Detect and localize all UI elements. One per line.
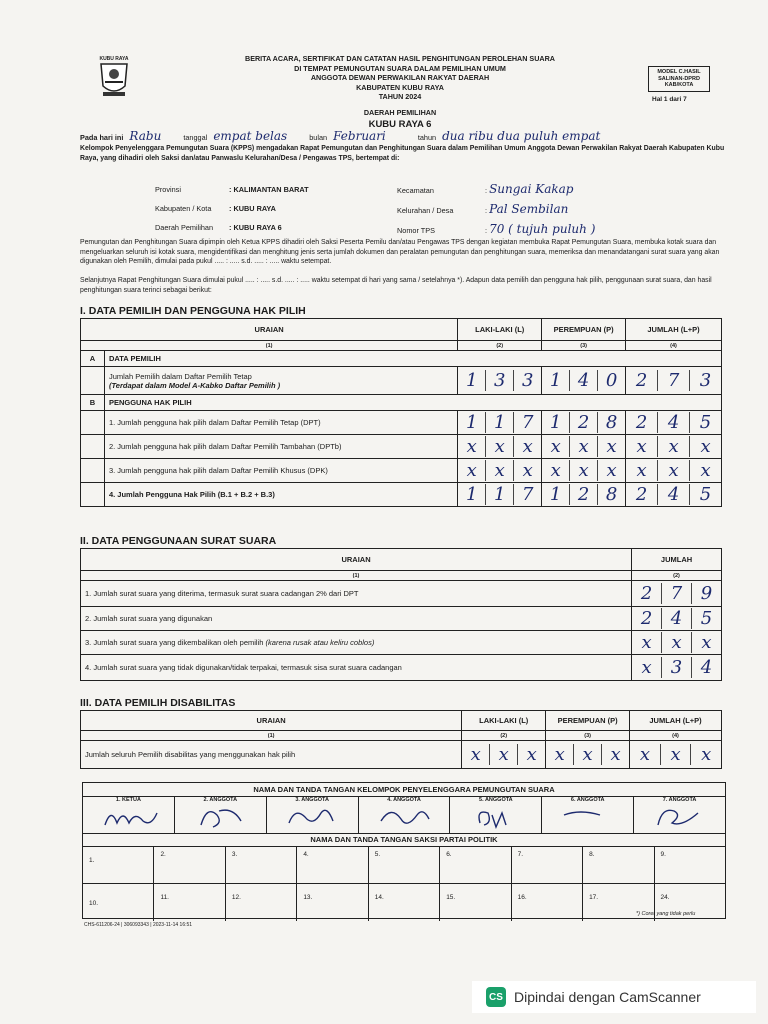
col-jumlah: JUMLAH (L+P) [630, 711, 722, 731]
col-num-1: (1) [81, 341, 458, 351]
digit: 2 [569, 484, 597, 505]
dapil-value: KUBU RAYA 6 [368, 118, 432, 130]
model-box [648, 66, 710, 92]
hari-value: Rabu [129, 129, 162, 143]
digit: x [660, 744, 691, 765]
provinsi-value: : KALIMANTAN BARAT [229, 185, 309, 194]
kpps-signature-row [83, 797, 725, 834]
digit: 2 [635, 484, 648, 505]
digit: 2 [569, 412, 597, 433]
header-line-5: TAHUN 2024 [378, 92, 422, 102]
digit: 7 [513, 412, 541, 433]
dapil-label: DAERAH PEMILIHAN [363, 107, 437, 117]
header-line-4: KABUPATEN KUBU RAYA [356, 82, 444, 92]
row-b4 [81, 483, 722, 507]
digit: 1 [549, 484, 562, 505]
digit: 4 [691, 657, 721, 678]
kpps-label: 2. ANGGOTA [203, 797, 238, 803]
tps-label: Nomor TPS [397, 226, 435, 235]
signature-mark [652, 803, 708, 831]
col-laki: LAKI-LAKI (L) [458, 319, 542, 341]
digit: x [466, 436, 477, 457]
saksi-signature-title: NAMA DAN TANDA TANGAN SAKSI PARTAI POLITIK [83, 834, 725, 847]
digit: x [513, 436, 541, 457]
digit: x [554, 744, 565, 765]
camscanner-text: Dipindai dengan CamScanner [514, 989, 701, 1005]
digit: 7 [661, 583, 691, 604]
camscanner-icon: CS [486, 987, 506, 1007]
digit: x [636, 436, 647, 457]
digit: 5 [689, 484, 721, 505]
row-ss-1 [81, 581, 722, 607]
saksi-slot: 6. [440, 847, 511, 883]
digit: x [466, 460, 477, 481]
hari-label: Pada hari ini [80, 133, 124, 142]
col-num-2: (2) [458, 341, 542, 351]
section-2-title: II. DATA PENGGUNAAN SURAT SUARA [80, 535, 277, 547]
digit: x [601, 744, 629, 765]
section-1-title: I. DATA PEMILIH DAN PENGGUNA HAK PILIH [80, 305, 306, 317]
saksi-slot: 14. [369, 884, 440, 921]
digit: x [569, 436, 597, 457]
digit: x [661, 632, 691, 653]
digit: 1 [549, 412, 562, 433]
digit: 1 [466, 370, 478, 391]
row-a-title: DATA PEMILIH [104, 351, 721, 367]
tps-value: 70 ( tujuh puluh ) [489, 222, 596, 236]
saksi-slot: 12. [226, 884, 297, 921]
digit: x [691, 632, 721, 653]
kabupaten-value: : KUBU RAYA [229, 204, 276, 213]
row-b-title: PENGGUNA HAK PILIH [104, 395, 721, 411]
kelurahan-label: Kelurahan / Desa [397, 206, 454, 215]
tahun-label: tahun [417, 133, 437, 142]
col-uraian: URAIAN [81, 319, 458, 341]
opening-line [80, 131, 720, 144]
col-num-2: (2) [462, 731, 546, 741]
digit: 7 [513, 484, 541, 505]
digit: 2 [635, 412, 648, 433]
tanggal-value: empat belas [213, 129, 288, 143]
kpps-slot [634, 797, 725, 833]
digit: 0 [597, 370, 625, 391]
col-uraian: URAIAN [81, 549, 632, 571]
digit: x [636, 460, 647, 481]
col-jumlah: JUMLAH (L+P) [626, 319, 722, 341]
b2-label: 2. Jumlah pengguna hak pilih dalam Daftar Pemilih Tambahan (DPTb) [104, 435, 457, 459]
digit: x [517, 744, 545, 765]
bulan-label: bulan [309, 133, 328, 142]
section-2-table [80, 548, 722, 681]
kpps-slot [175, 797, 267, 833]
opening-text: Kelompok Penyelenggara Pemungutan Suara (KPPS) mengadakan Rapat Pemungutan dan Penghitungan Suara dalam Pemilihan Umum Anggota Dewan Perwakilan Rakyat Daerah Kabupaten Kubu Raya, yang dihadiri oleh Saksi dan/atau Panwaslu Kelurahan/Desa / Pengawas TPS, bertempat di: [80, 145, 725, 162]
provinsi-label: Provinsi [155, 185, 181, 194]
digit: x [657, 436, 689, 457]
row-ss-4 [81, 655, 722, 681]
footnote: *) Coret yang tidak perlu [636, 911, 696, 917]
ss-4-label: 4. Jumlah surat suara yang tidak digunakan/tidak terpakai, termasuk sisa surat suara cadangan [81, 655, 632, 681]
digit: x [573, 744, 601, 765]
model-line-2: SALINAN-DPRD [658, 75, 700, 82]
camscanner-watermark [472, 981, 756, 1013]
location-right: Kecamatan : Sungai Kakap Kelurahan / Desa : Pal Sembilan Nomor TPS : 70 ( tujuh puluh ) [397, 180, 717, 240]
digit: x [550, 436, 561, 457]
ss-3-note: (karena rusak atau keliru coblos) [265, 638, 375, 647]
digit: x [641, 657, 652, 678]
digit: 9 [691, 583, 721, 604]
daerah-pemilihan-label: Daerah Pemilihan [155, 223, 214, 232]
kpps-label: 1. KETUA [115, 797, 141, 803]
ss-2-label: 2. Jumlah surat suara yang digunakan [81, 607, 632, 631]
daerah-pemilihan-value: : KUBU RAYA 6 [229, 223, 282, 232]
header-line-3: ANGGOTA DEWAN PERWAKILAN RAKYAT DAERAH [310, 73, 490, 83]
a1-label: Jumlah Pemilih dalam Daftar Pemilih Tetap [108, 371, 252, 381]
kpps-slot [83, 797, 175, 833]
digit: 2 [640, 583, 653, 604]
digit: 4 [657, 484, 689, 505]
ss-3-label: 3. Jumlah surat suara yang dikembalikan oleh pemilih [85, 638, 264, 647]
digit: x [657, 460, 689, 481]
col-perempuan: PEREMPUAN (P) [542, 319, 626, 341]
row-b2 [81, 435, 722, 459]
location-left [155, 180, 405, 237]
row-a1 [81, 367, 722, 395]
digit: x [690, 744, 721, 765]
signature-mark [375, 803, 435, 831]
col-num-2: (2) [632, 571, 722, 581]
signature-mark [474, 805, 514, 831]
saksi-slot: 2. [154, 847, 225, 883]
digit: 4 [661, 608, 691, 629]
header-line-2: DI TEMPAT PEMUNGUTAN SUARA DALAM PEMILIHAN UMUM [294, 63, 506, 73]
row-ss-2 [81, 607, 722, 631]
disabilitas-label: Jumlah seluruh Pemilih disabilitas yang menggunakan hak pilih [81, 741, 462, 769]
col-num-1: (1) [81, 571, 632, 581]
document-code: CHS-611206-24 | 306093343 | 2023-11-14 16:51 [84, 922, 193, 928]
digit: 7 [657, 370, 689, 391]
digit: 5 [689, 412, 721, 433]
a1-sub: (Terdapat dalam Model A-Kabko Daftar Pemilih ) [108, 380, 281, 390]
col-num-3: (3) [542, 341, 626, 351]
digit: 1 [549, 370, 562, 391]
digit: x [641, 632, 652, 653]
col-num-4: (4) [626, 341, 722, 351]
digit: x [689, 436, 721, 457]
digit: 4 [569, 370, 597, 391]
kpps-label: 6. ANGGOTA [570, 797, 605, 803]
saksi-slot: 16. [512, 884, 583, 921]
saksi-slot: 4. [297, 847, 368, 883]
model-line-3: KAB/KOTA [664, 82, 694, 88]
saksi-row-2 [83, 884, 725, 921]
document-header [200, 54, 600, 131]
digit: x [513, 460, 541, 481]
digit: 5 [691, 608, 721, 629]
signature-mark [101, 805, 161, 831]
digit: x [470, 744, 481, 765]
digit: 1 [485, 412, 513, 433]
col-laki: LAKI-LAKI (L) [462, 711, 546, 731]
digit: 8 [597, 484, 625, 505]
digit: 2 [635, 370, 648, 391]
kubu-raya-logo [95, 52, 133, 102]
ss-1-label: 1. Jumlah surat suara yang diterima, termasuk surat suara cadangan 2% dari DPT [81, 581, 632, 607]
row-disabilitas [81, 741, 722, 769]
kpps-label: 3. ANGGOTA [295, 797, 329, 803]
saksi-slot: 15. [440, 884, 511, 921]
kpps-signature-title: NAMA DAN TANDA TANGAN KELOMPOK PENYELENGGARA PEMUNGUTAN SUARA [83, 783, 725, 797]
saksi-slot: 1. [83, 847, 154, 883]
kabupaten-label: Kabupaten / Kota [155, 204, 212, 213]
digit: x [569, 460, 597, 481]
saksi-row-1 [83, 847, 725, 884]
kpps-slot [450, 797, 542, 833]
saksi-slot: 8. [583, 847, 654, 883]
tahun-value: dua ribu dua puluh empat [442, 129, 601, 143]
saksi-slot: 5. [369, 847, 440, 883]
saksi-slot: 7. [512, 847, 583, 883]
row-b3 [81, 459, 722, 483]
saksi-slot: 11. [154, 884, 225, 921]
row-code-a: A [81, 351, 105, 367]
kpps-slot [359, 797, 451, 833]
kpps-label: 4. ANGGOTA [387, 797, 421, 803]
col-perempuan: PEREMPUAN (P) [546, 711, 630, 731]
section-3-table [80, 710, 722, 769]
digit: x [550, 460, 561, 481]
kpps-label: 5. ANGGOTA [479, 797, 513, 803]
signature-mark [283, 803, 343, 831]
digit: 4 [657, 412, 689, 433]
saksi-slot: 3. [226, 847, 297, 883]
tanggal-label: tanggal [183, 133, 208, 142]
paragraph-2: Pemungutan dan Penghitungan Suara dipimpin oleh Ketua KPPS dihadiri oleh Saksi Peserta Pemilu dan/atau Pengawas TPS dengan kegiatan membuka Rapat Pemungutan Suara, membuka kotak suara dan mengeluarkan seluruh isi kotak suara, mengidentifikasi dan menghitung jenis serta jumlah dokumen dan peralatan pemungutan dan penghitungan suara, memeriksa dan menandatangani surat suara yang akan digunakan oleh Pemilih, dimulai pada pukul ..... : ..... s.d. ..... : ..... waktu setempat. [80, 239, 720, 266]
row-code-b: B [81, 395, 105, 411]
row-b1 [81, 411, 722, 435]
digit: 1 [466, 412, 478, 433]
digit: x [639, 744, 650, 765]
signature-mark [560, 807, 610, 821]
digit: 8 [597, 412, 625, 433]
col-num-1: (1) [81, 731, 462, 741]
digit: 3 [689, 370, 721, 391]
digit: x [597, 460, 625, 481]
col-jumlah: JUMLAH [632, 549, 722, 571]
b4-label: 4. Jumlah Pengguna Hak Pilih (B.1 + B.2 + B.3) [104, 483, 457, 507]
saksi-slot: 17. [583, 884, 654, 921]
col-uraian: URAIAN [81, 711, 462, 731]
saksi-slot: 10. [83, 884, 154, 921]
row-ss-3 [81, 631, 722, 655]
page-number: Hal 1 dari 7 [652, 96, 687, 103]
b3-label: 3. Jumlah pengguna hak pilih dalam Daftar Pemilih Khusus (DPK) [104, 459, 457, 483]
section-1-table [80, 318, 722, 507]
saksi-slot: 24. [660, 894, 670, 901]
digit: 3 [513, 370, 541, 391]
section-3-title: III. DATA PEMILIH DISABILITAS [80, 697, 236, 709]
signature-mark [193, 803, 253, 831]
kpps-slot [267, 797, 359, 833]
digit: 1 [466, 484, 478, 505]
digit: x [597, 436, 625, 457]
model-line-1: MODEL C.HASIL [657, 69, 701, 75]
digit: 2 [640, 608, 653, 629]
bulan-value: Februari [333, 129, 386, 143]
kpps-label: 7. ANGGOTA [662, 797, 697, 803]
logo-text: KUBU RAYA [99, 56, 129, 62]
kpps-slot [542, 797, 634, 833]
digit: 3 [661, 657, 691, 678]
saksi-slot: 13. [297, 884, 368, 921]
digit: x [485, 436, 513, 457]
header-line-1: BERITA ACARA, SERTIFIKAT DAN CATATAN HASIL PENGHITUNGAN PEROLEHAN SUARA [245, 54, 555, 63]
digit: x [489, 744, 517, 765]
saksi-slot: 9. [660, 851, 666, 858]
col-num-3: (3) [546, 731, 630, 741]
kecamatan-value: Sungai Kakap [489, 182, 574, 196]
col-num-4: (4) [630, 731, 722, 741]
digit: 3 [485, 370, 513, 391]
digit: 1 [485, 484, 513, 505]
paragraph-3: Selanjutnya Rapat Penghitungan Suara dimulai pukul ..... : ..... s.d. ..... : ..... waktu setempat di hari yang sama / setelahnya *). Adapun data pemilih dan pengguna hak pilih, penggunaan surat suara, dan hasil penghitungan suara terinci sebagai berikut: [80, 277, 712, 294]
digit: x [485, 460, 513, 481]
digit: x [689, 460, 721, 481]
signature-box [82, 782, 726, 919]
kelurahan-value: Pal Sembilan [489, 202, 569, 216]
b1-label: 1. Jumlah pengguna hak pilih dalam Daftar Pemilih Tetap (DPT) [104, 411, 457, 435]
kecamatan-label: Kecamatan [397, 186, 434, 195]
